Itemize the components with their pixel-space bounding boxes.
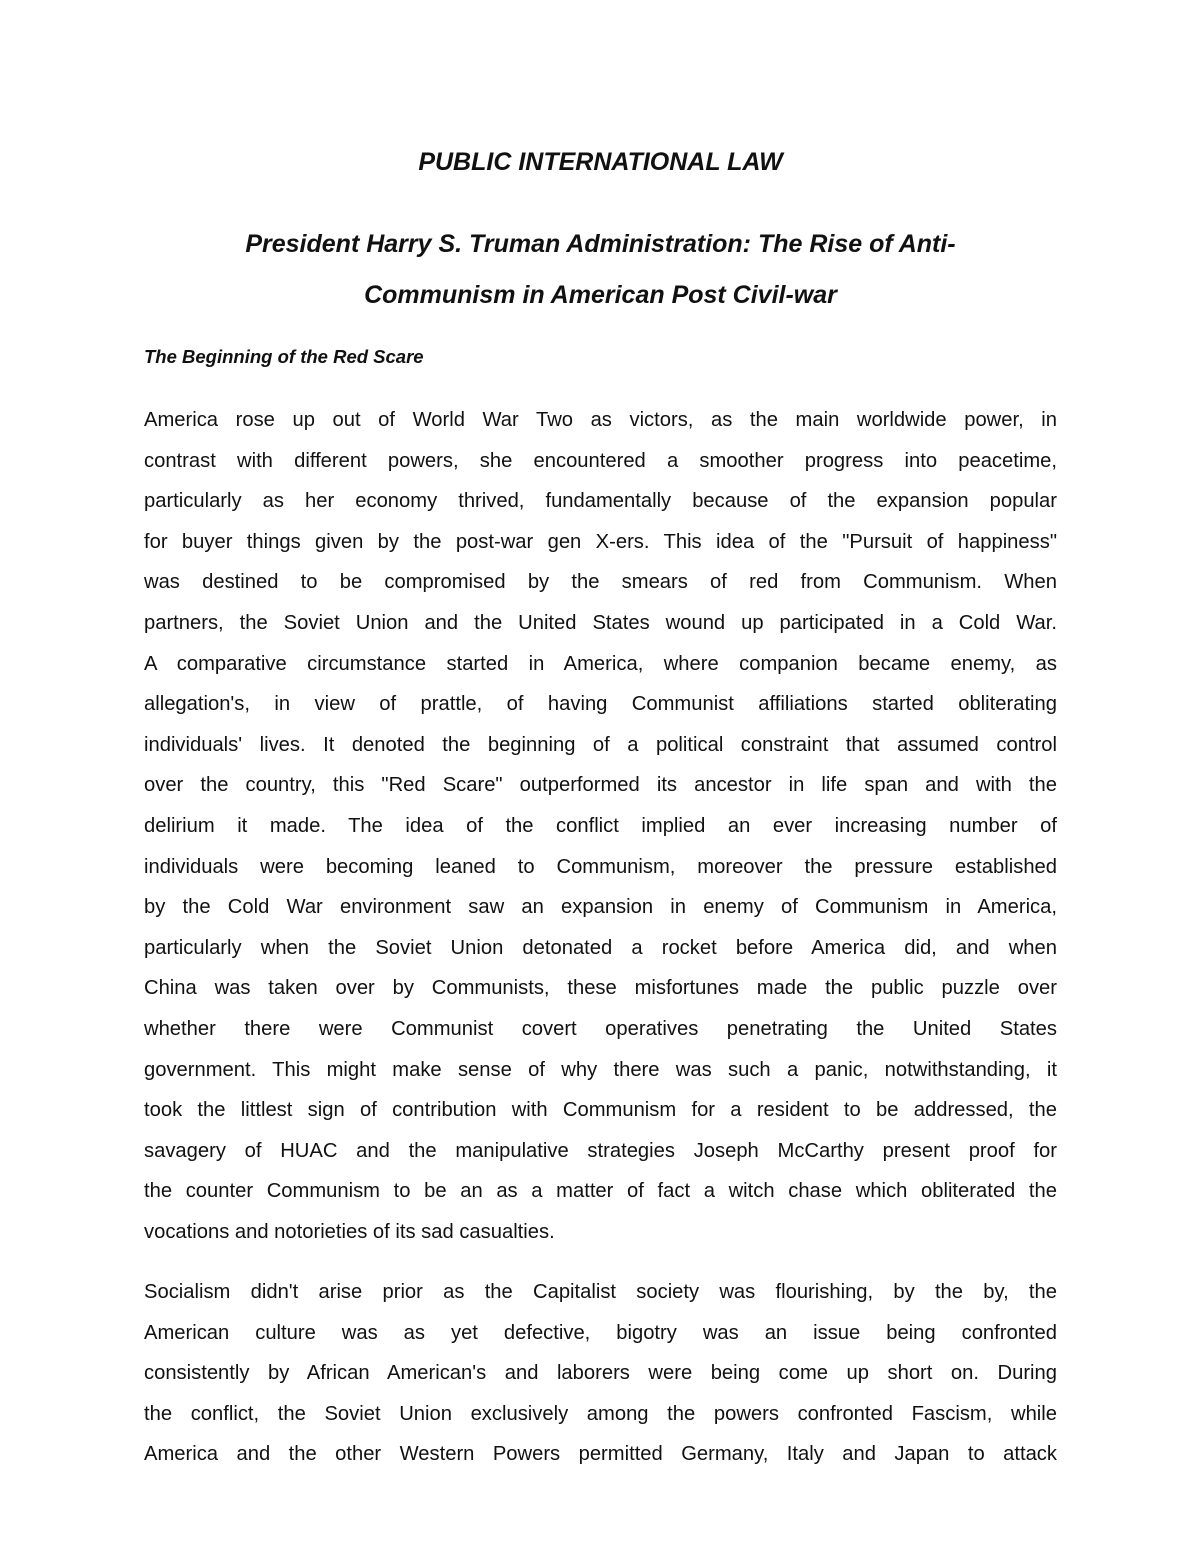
text-line: vocations and notorieties of its sad casualties. bbox=[144, 1220, 555, 1243]
text-line: allegation's, in view of prattle, of having Communist affiliations started obliterating bbox=[144, 693, 1057, 716]
subtitle-line: President Harry S. Truman Administration: The Rise of Anti- bbox=[245, 230, 956, 258]
text-line: delirium it made. The idea of the conflict implied an ever increasing number of bbox=[144, 814, 1057, 837]
text-line: Socialism didn't arise prior as the Capitalist society was flourishing, by the by, the bbox=[144, 1281, 1057, 1303]
text-line: for buyer things given by the post-war gen X-ers. This idea of the "Pursuit of happiness" bbox=[144, 530, 1057, 553]
text-line: individuals' lives. It denoted the beginning of a political constraint that assumed control bbox=[144, 733, 1057, 756]
text-line: consistently by African American's and laborers were being come up short on. During bbox=[144, 1362, 1057, 1385]
text-line: partners, the Soviet Union and the United States wound up participated in a Cold War. bbox=[144, 611, 1057, 634]
text-line: America rose up out of World War Two as victors, as the main worldwide power, in bbox=[144, 409, 1057, 431]
document-subtitle bbox=[144, 219, 1057, 321]
document-title: PUBLIC INTERNATIONAL LAW bbox=[418, 148, 783, 176]
text-line: was destined to be compromised by the smears of red from Communism. When bbox=[144, 571, 1057, 594]
text-line: America and the other Western Powers permitted Germany, Italy and Japan to attack bbox=[144, 1443, 1057, 1466]
text-line: by the Cold War environment saw an expansion in enemy of Communism in America, bbox=[144, 896, 1057, 919]
subtitle-line: Communism in American Post Civil-war bbox=[364, 281, 837, 309]
text-line: contrast with different powers, she encountered a smoother progress into peacetime, bbox=[144, 449, 1057, 472]
text-line: the conflict, the Soviet Union exclusively among the powers confronted Fascism, while bbox=[144, 1402, 1057, 1425]
text-line: individuals were becoming leaned to Communism, moreover the pressure established bbox=[144, 855, 1057, 878]
section-heading: The Beginning of the Red Scare bbox=[144, 346, 424, 367]
text-line: savagery of HUAC and the manipulative strategies Joseph McCarthy present proof for bbox=[144, 1139, 1057, 1162]
text-line: American culture was as yet defective, bigotry was an issue being confronted bbox=[144, 1321, 1057, 1344]
text-line: whether there were Communist covert operatives penetrating the United States bbox=[144, 1017, 1057, 1040]
text-line: particularly when the Soviet Union detonated a rocket before America did, and when bbox=[144, 936, 1057, 959]
text-line: the counter Communism to be an as a matter of fact a witch chase which obliterated the bbox=[144, 1180, 1057, 1203]
text-line: particularly as her economy thrived, fundamentally because of the expansion popular bbox=[144, 490, 1057, 513]
text-line: over the country, this "Red Scare" outperformed its ancestor in life span and with the bbox=[144, 774, 1057, 797]
text-line: took the littlest sign of contribution with Communism for a resident to be addressed, the bbox=[144, 1099, 1057, 1122]
text-line: government. This might make sense of why there was such a panic, notwithstanding, it bbox=[144, 1058, 1057, 1081]
paragraph-1 bbox=[144, 400, 1057, 1252]
text-line: China was taken over by Communists, these misfortunes made the public puzzle over bbox=[144, 977, 1057, 1000]
paragraph-2 bbox=[144, 1272, 1057, 1475]
text-line: A comparative circumstance started in America, where companion became enemy, as bbox=[144, 652, 1057, 675]
